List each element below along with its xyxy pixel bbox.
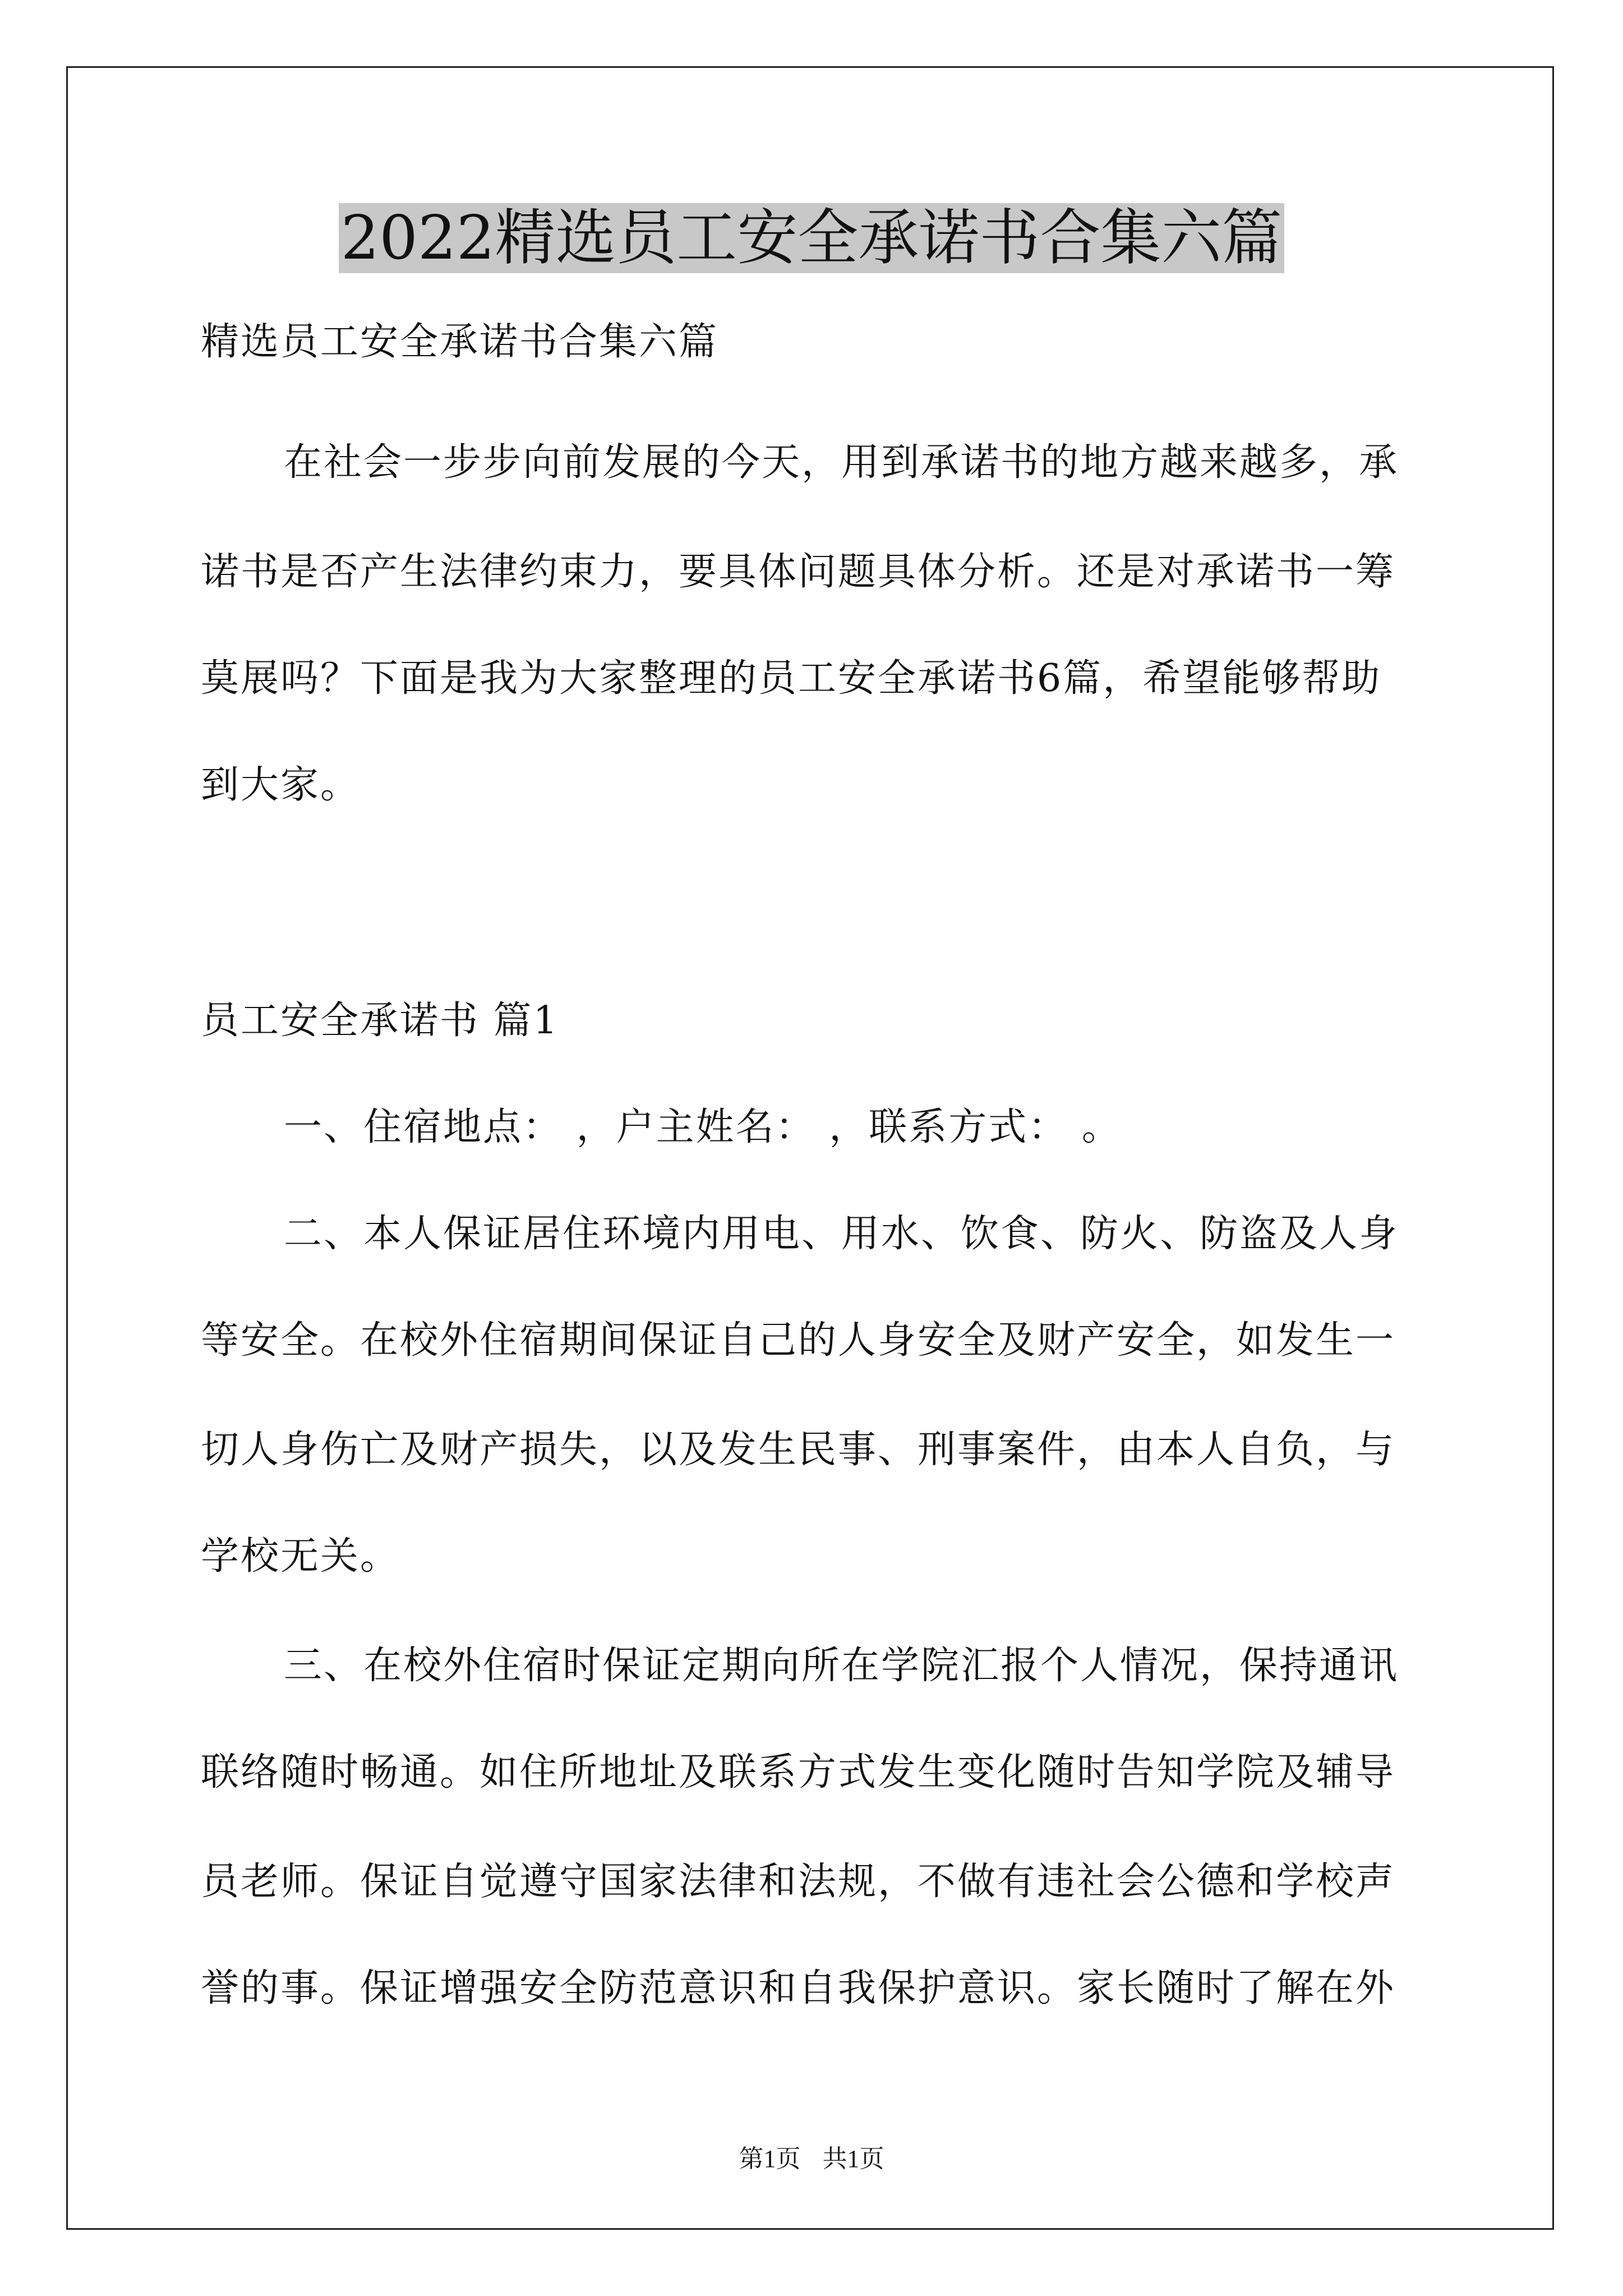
paragraph-2-line-2: 等安全。在校外住宿期间保证自己的人身安全及财产安全，如发生一 (201, 1318, 1396, 1363)
page-number-current: 第1页 (739, 2145, 801, 2173)
paragraph-2-line-4: 学校无关。 (201, 1534, 400, 1579)
document-subtitle: 精选员工安全承诺书合集六篇 (201, 320, 719, 364)
paragraph-3-line-3: 员老师。保证自觉遵守国家法律和法规，不做有违社会公德和学校声 (201, 1860, 1396, 1904)
page-footer (0, 2138, 1623, 2174)
document-title-container (0, 199, 1623, 278)
paragraph-2-line-3: 切人身伤亡及财产损失，以及发生民事、刑事案件，由本人自负，与 (201, 1428, 1396, 1472)
paragraph-3-line-2: 联络随时畅通。如住所地址及联系方式发生变化随时告知学院及辅导 (201, 1750, 1396, 1795)
paragraph-3-line-4: 誉的事。保证增强安全防范意识和自我保护意识。家长随时了解在外 (201, 1966, 1396, 2010)
document-title: 2022精选员工安全承诺书合集六篇 (339, 203, 1285, 273)
intro-line-1: 在社会一步步向前发展的今天，用到承诺书的地方越来越多，承 (284, 440, 1399, 485)
intro-line-3: 莫展吗？下面是我为大家整理的员工安全承诺书6篇，希望能够帮助 (201, 656, 1382, 701)
page-number-total: 共1页 (822, 2145, 884, 2173)
intro-line-2: 诺书是否产生法律约束力，要具体问题具体分析。还是对承诺书一筹 (201, 550, 1396, 594)
intro-line-4: 到大家。 (201, 763, 361, 807)
paragraph-2-line-1: 二、本人保证居住环境内用电、用水、饮食、防火、防盗及人身 (284, 1212, 1399, 1256)
section-heading: 员工安全承诺书 篇1 (201, 999, 559, 1043)
paragraph-3-line-1: 三、在校外住宿时保证定期向所在学院汇报个人情况，保持通讯 (284, 1644, 1399, 1688)
paragraph-1: 一、住宿地点： ，户主姓名： ，联系方式： 。 (284, 1105, 1122, 1149)
